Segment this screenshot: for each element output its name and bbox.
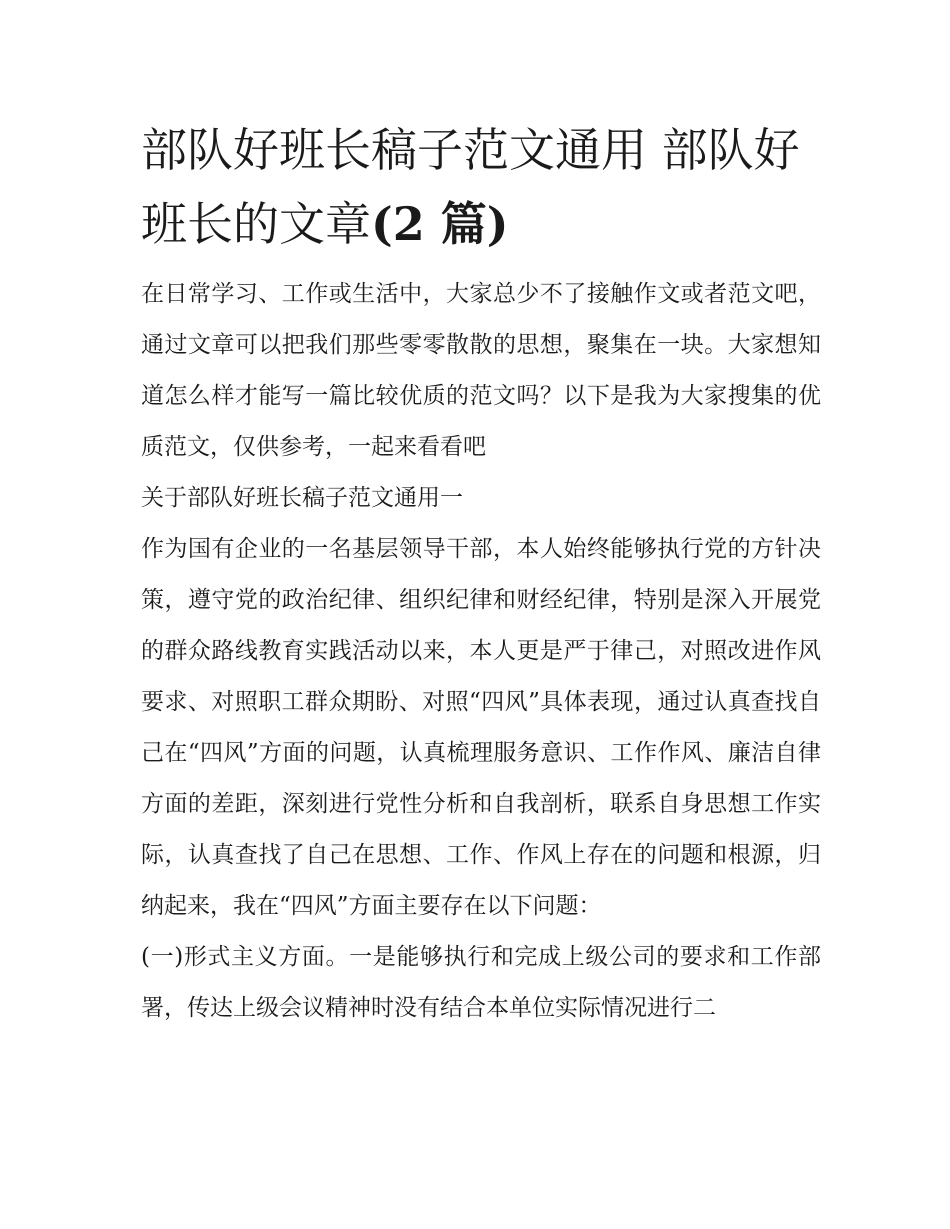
intro-paragraph: 在日常学习、工作或生活中，大家总少不了接触作文或者范文吧，通过文章可以把我们那些零零散散的思想，聚集在一块。大家想知道怎么样才能写一篇比较优质的范文吗？以下是我为大家搜集的优质范文，仅供参考，一起来看看吧	[141, 281, 821, 460]
body-paragraph: 作为国有企业的一名基层领导干部，本人始终能够执行党的方针决策，遵守党的政治纪律、组织纪律和财经纪律，特别是深入开展党的群众路线教育实践活动以来，本人更是严于律己，对照改进作风要求、对照职工群众期盼、对照“四风”具体表现，通过认真查找自己在“四风”方面的问题，认真梳理服务意识、工作作风、廉洁自律方面的差距，深刻进行党性分析和自我剖析，联系自身思想工作实际，认真查找了自己在思想、工作、作风上存在的问题和根源，归纳起来，我在“四风”方面主要存在以下问题：	[141, 536, 821, 919]
document-title	[141, 113, 821, 261]
title-main: 部队好班长稿子范文通用 部队好班长的文章	[141, 123, 800, 251]
item-paragraph: (一)形式主义方面。一是能够执行和完成上级公司的要求和工作部署，传达上级会议精神时没有结合本单位实际情况进行二	[141, 944, 821, 1021]
document-page	[141, 113, 821, 1034]
title-count: (2 篇)	[371, 197, 509, 251]
section-heading: 关于部队好班长稿子范文通用一	[141, 485, 463, 511]
